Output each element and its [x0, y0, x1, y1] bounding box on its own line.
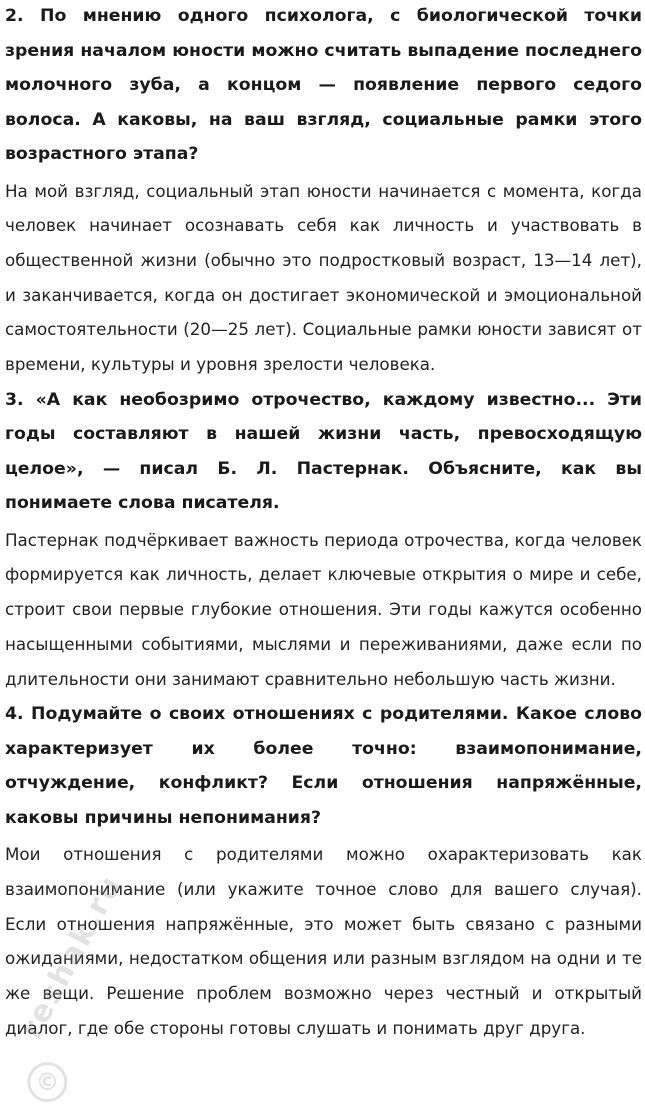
question-3: 3. «А как необозримо отрочество, каждому известно... Эти годы составляют в нашей жизни часть, превосходящую целое», — писал Б. Л. Пастернак. Объясните, как вы понимаете слова писателя.: [5, 389, 642, 514]
question-4: 4. Подумайте о своих отношениях с родителями. Какое слово характеризует их более точно: взаимопонимание, отчуждение, конфликт? Если отношения напряжённые, каковы причины непонимания?: [5, 704, 642, 828]
answer-4: Мои отношения с родителями можно охарактеризовать как взаимопонимание (или укажите точное слово для вашего случая). Если отношения напряжённые, это может быть связано с разными ожиданиями, недостатком общения или разным взглядом на одни и те же вещи. Решение проблем возможно через честный и открытый диалог, где обе стороны готовы слушать и понимать друг друга.: [5, 844, 642, 1038]
answer-3: Пастернак подчёркивает важность периода отрочества, когда человек формируется как личность, делает ключевые открытия о мире и себе, строит свои первые глубокие отношения. Эти годы кажутся особенно насыщенными событиями, мыслями и переживаниями, даже если по длительности они занимают сравнительно небольшую часть жизни.: [5, 529, 642, 689]
copyright-icon: ©: [27, 1062, 67, 1102]
answer-2: На мой взгляд, социальный этап юности начинается с момента, когда человек начинает осознавать себя как личность и участвовать в общественной жизни (обычно это подростковый возраст, 13—14 лет), и заканчивается, когда он достигает экономической и эмоциональной самостоятельности (20—25 лет). Социальные рамки юности зависят от времени, культуры и уровня зрелости человека.: [5, 180, 642, 375]
watermark-text: reshak.ru: [13, 868, 130, 1045]
question-2: 2. По мнению одного психолога, с биологической точки зрения началом юности можно считать выпадение последнего молочного зуба, а концом — появление первого седого волоса. А каковы, на ваш взгляд, социальные рамки этого возрастного этапа?: [5, 6, 642, 164]
